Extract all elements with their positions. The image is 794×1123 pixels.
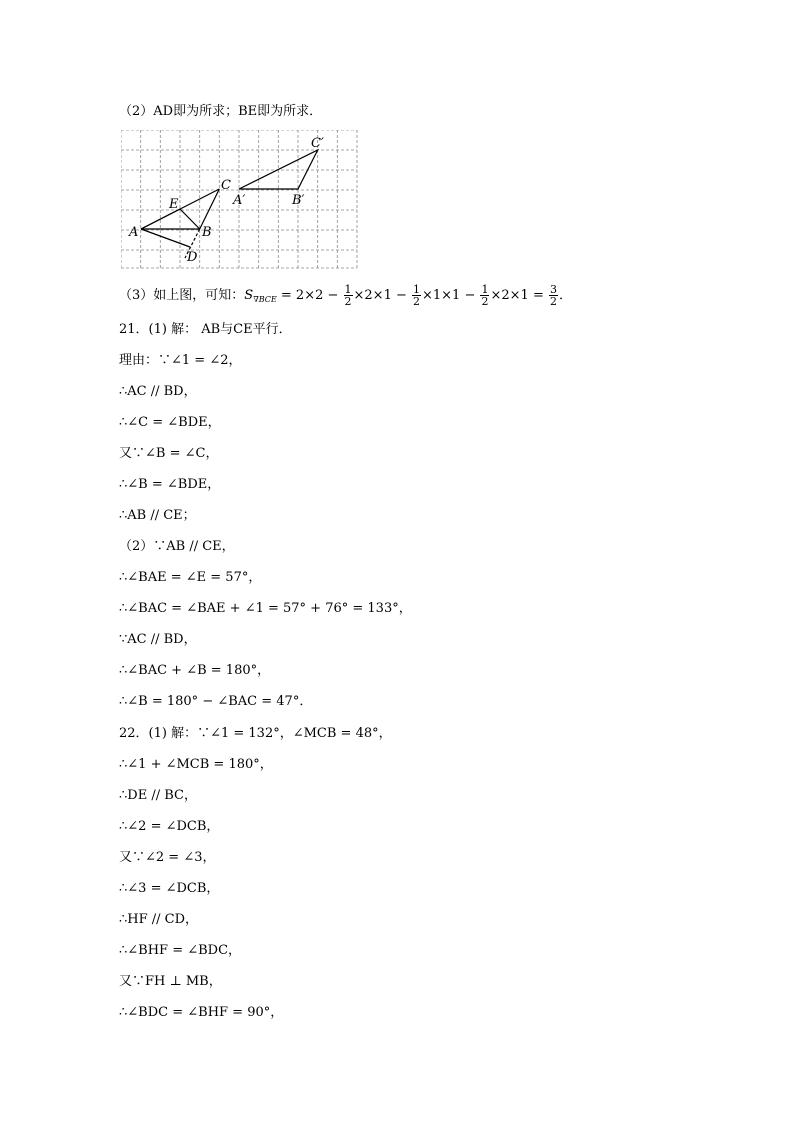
solution-line: ∴AC // BD， xyxy=(119,384,197,399)
solution-line: ∴∠3 = ∠DCB， xyxy=(119,881,220,896)
solution-line: （2）∵AB // CE， xyxy=(119,539,235,554)
fraction-2: $\frac{1}{2}$ xyxy=(413,283,420,308)
solution-line: 又∵∠2 = ∠3， xyxy=(119,850,216,865)
solution-line: ∴∠BHF = ∠BDC， xyxy=(119,943,242,958)
solution-line: ∴∠BDC = ∠BHF = 90°， xyxy=(119,1005,284,1020)
solution-line: ∴∠B = ∠BDE， xyxy=(119,477,221,492)
part3-area-formula xyxy=(119,284,572,312)
solution-line: 理由：∵∠1 = ∠2， xyxy=(119,353,242,368)
term-3: ×2×1 = xyxy=(490,288,548,303)
eq1: = 2×2 − xyxy=(276,288,343,303)
label-a: A xyxy=(129,225,139,240)
solution-line: ∵AC // BD， xyxy=(119,632,197,647)
fraction-1: $\frac{1}{2}$ xyxy=(344,283,352,308)
label-b-prime: B′ xyxy=(292,193,305,208)
part3-end: ． xyxy=(558,288,572,303)
solution-line: 又∵∠B = ∠C， xyxy=(119,446,219,461)
solution-line: 又∵FH ⊥ MB， xyxy=(119,974,222,989)
solution-line: ∴AB // CE； xyxy=(119,508,196,523)
fraction-result: $\frac{3}{2}$ xyxy=(549,283,557,308)
label-e: E xyxy=(169,197,179,212)
solution-line: ∴∠1 + ∠MCB = 180°， xyxy=(119,757,273,772)
solution-line: ∴∠BAC + ∠B = 180°， xyxy=(119,663,271,678)
term-2: ×1×1 − xyxy=(422,288,480,303)
solution-line: ∴DE // BC， xyxy=(119,788,197,803)
solution-line: ∴∠B = 180° − ∠BAC = 47°． xyxy=(119,694,313,709)
part2-statement: （2）AD即为所求；BE即为所求． xyxy=(119,104,323,119)
solution-line: ∴HF // CD， xyxy=(119,912,199,927)
label-b: B xyxy=(202,225,212,240)
area-subscript: ∇BCE xyxy=(253,295,277,304)
solution-line: 22．(1) 解：∵∠1 = 132°，∠MCB = 48°， xyxy=(119,726,392,741)
label-a-prime: A′ xyxy=(233,193,246,208)
solution-line: ∴∠BAE = ∠E = 57°， xyxy=(119,570,262,585)
solution-line: ∴∠C = ∠BDE， xyxy=(119,415,221,430)
label-c-prime: C′ xyxy=(311,136,324,151)
label-c: C xyxy=(221,178,231,193)
grid-figure xyxy=(121,130,361,270)
solution-line: 21．(1) 解： AB与CE平行． xyxy=(119,322,292,337)
solution-line: ∴∠2 = ∠DCB， xyxy=(119,819,220,834)
area-symbol: S xyxy=(244,288,254,303)
solution-line: ∴∠BAC = ∠BAE + ∠1 = 57° + 76° = 133°， xyxy=(119,601,412,616)
label-d: D xyxy=(187,250,198,265)
fraction-3: $\frac{1}{2}$ xyxy=(481,283,489,308)
term-1: ×2×1 − xyxy=(353,288,411,303)
part3-prefix: （3）如上图，可知： xyxy=(119,288,245,303)
